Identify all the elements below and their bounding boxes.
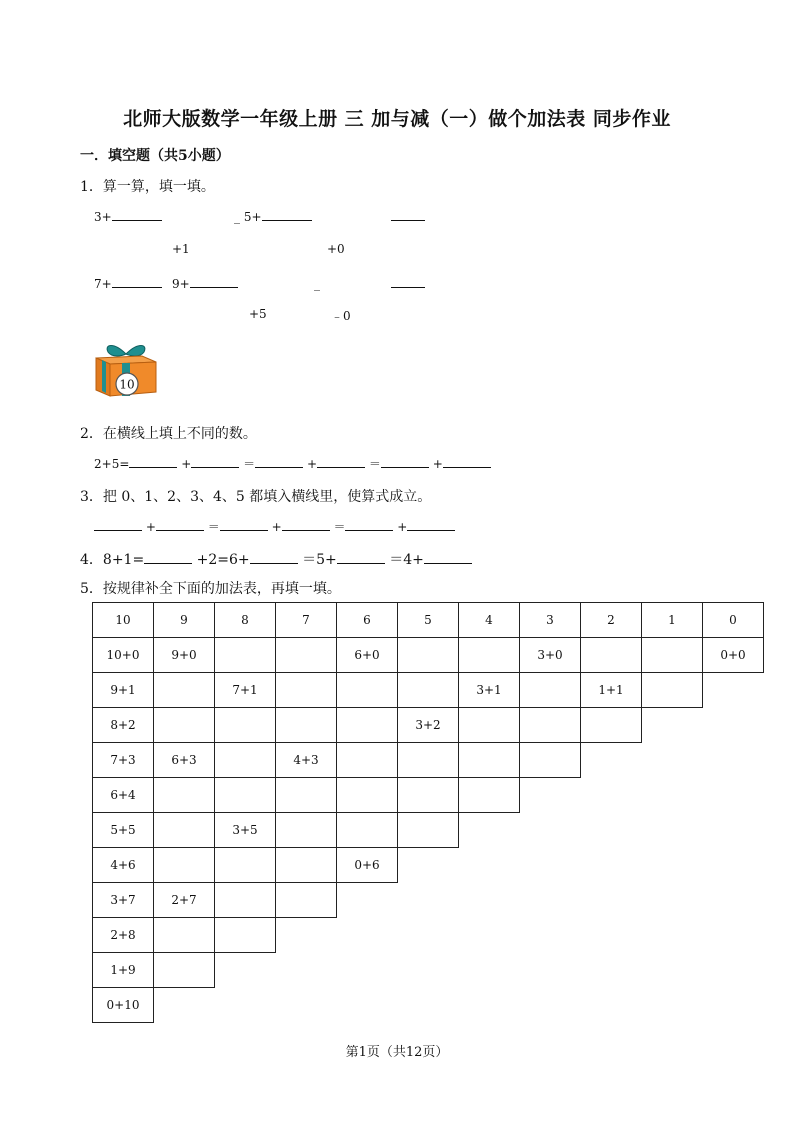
table-cell: 9+1: [93, 673, 154, 708]
table-row: [93, 778, 764, 813]
table-empty-space: [398, 988, 459, 1023]
q2-blank[interactable]: [381, 466, 429, 468]
q1-text-underscore: _: [234, 210, 240, 224]
q1-op-plus1: +1: [172, 242, 190, 256]
table-row: [93, 743, 764, 778]
table-row: [93, 708, 764, 743]
table-cell: 5+5: [93, 813, 154, 848]
table-cell[interactable]: [154, 848, 215, 883]
table-cell[interactable]: [337, 673, 398, 708]
q3-plus: +: [397, 520, 408, 534]
q2-plus: +: [432, 457, 443, 471]
table-empty-space: [459, 848, 520, 883]
q1-row3-expr-b: [172, 277, 238, 291]
table-empty-space: [703, 848, 764, 883]
table-cell: 6+4: [93, 778, 154, 813]
table-cell: 4+3: [276, 743, 337, 778]
table-empty-space: [398, 848, 459, 883]
q4-blank[interactable]: [424, 562, 472, 564]
table-row: [93, 953, 764, 988]
table-row: [93, 638, 764, 673]
q1-blank[interactable]: [391, 286, 425, 288]
table-cell: 10+0: [93, 638, 154, 673]
table-header-cell: 5: [398, 603, 459, 638]
table-header-row: [93, 603, 764, 638]
q1-row3-underscore: _: [314, 277, 320, 291]
table-cell[interactable]: [520, 743, 581, 778]
table-empty-space: [703, 673, 764, 708]
q4-part2: +2=6+: [196, 552, 250, 568]
q3-blank[interactable]: [282, 529, 330, 531]
q1-blank[interactable]: [262, 219, 312, 221]
table-cell[interactable]: [154, 953, 215, 988]
table-empty-space: [581, 953, 642, 988]
table-header-cell: 8: [215, 603, 276, 638]
table-cell[interactable]: [154, 708, 215, 743]
table-cell[interactable]: [215, 918, 276, 953]
table-cell[interactable]: [337, 743, 398, 778]
table-cell[interactable]: [459, 708, 520, 743]
table-cell[interactable]: [398, 673, 459, 708]
q1-blank[interactable]: [112, 219, 162, 221]
table-empty-space: [642, 953, 703, 988]
q4-blank[interactable]: [250, 562, 298, 564]
table-empty-space: [520, 848, 581, 883]
table-empty-space: [581, 848, 642, 883]
table-cell[interactable]: [276, 883, 337, 918]
table-cell[interactable]: [459, 743, 520, 778]
q3-plus: +: [271, 520, 282, 534]
q3-blank[interactable]: [345, 529, 393, 531]
table-empty-space: [642, 883, 703, 918]
q1-row3-expr-c: [391, 277, 425, 291]
table-header-cell: 9: [154, 603, 215, 638]
q1-row1-expr-b: [234, 210, 312, 224]
table-cell: 0+10: [93, 988, 154, 1023]
table-cell[interactable]: [276, 848, 337, 883]
table-cell: 6+3: [154, 743, 215, 778]
table-cell: 4+6: [93, 848, 154, 883]
table-empty-space: [581, 883, 642, 918]
table-cell: 6+0: [337, 638, 398, 673]
question-4: [80, 549, 472, 569]
table-empty-space: [215, 988, 276, 1023]
table-empty-space: [398, 883, 459, 918]
table-cell[interactable]: [337, 813, 398, 848]
addition-table: [92, 602, 764, 1023]
table-empty-space: [276, 918, 337, 953]
table-header-cell: 6: [337, 603, 398, 638]
q3-plus: +: [145, 520, 156, 534]
table-empty-space: [337, 918, 398, 953]
table-cell[interactable]: [581, 708, 642, 743]
q1-op-minus0: ﹣0: [331, 309, 351, 323]
table-cell[interactable]: [154, 918, 215, 953]
q2-blank[interactable]: [443, 466, 491, 468]
table-cell[interactable]: [459, 638, 520, 673]
q1-blank[interactable]: [112, 286, 162, 288]
q1-text-5plus: 5+: [243, 210, 262, 224]
q4-part4: ＝4+: [389, 552, 424, 568]
table-empty-space: [703, 813, 764, 848]
q1-text-7plus: 7+: [94, 277, 112, 291]
table-cell: 2+7: [154, 883, 215, 918]
table-cell[interactable]: [459, 778, 520, 813]
table-empty-space: [276, 988, 337, 1023]
q3-equals: ＝: [207, 520, 220, 534]
page-title: 北师大版数学一年级上册 三 加与减（一）做个加法表 同步作业: [123, 108, 671, 130]
table-cell[interactable]: [398, 778, 459, 813]
table-cell[interactable]: [520, 708, 581, 743]
table-cell: 7+1: [215, 673, 276, 708]
q4-prompt: 4．8+1=: [80, 552, 145, 568]
table-empty-space: [276, 953, 337, 988]
table-row: [93, 813, 764, 848]
table-header-cell: 10: [93, 603, 154, 638]
table-empty-space: [642, 743, 703, 778]
q4-part3: ＝5+: [302, 552, 337, 568]
table-empty-space: [337, 988, 398, 1023]
table-empty-space: [337, 953, 398, 988]
table-cell[interactable]: [215, 883, 276, 918]
gift-box-icon: [92, 340, 160, 400]
table-cell[interactable]: [276, 813, 337, 848]
table-empty-space: [642, 988, 703, 1023]
q3-blank[interactable]: [220, 529, 268, 531]
q2-blank[interactable]: [255, 466, 303, 468]
gift-number: 10: [119, 377, 135, 392]
table-empty-space: [703, 778, 764, 813]
table-empty-space: [581, 778, 642, 813]
table-cell[interactable]: [642, 638, 703, 673]
q2-plus: +: [306, 457, 318, 471]
q1-blank[interactable]: [190, 286, 238, 288]
table-cell[interactable]: [215, 848, 276, 883]
table-row: [93, 883, 764, 918]
table-header-cell: 1: [642, 603, 703, 638]
table-cell[interactable]: [642, 673, 703, 708]
table-cell[interactable]: [398, 813, 459, 848]
table-cell: 3+2: [398, 708, 459, 743]
table-empty-space: [642, 848, 703, 883]
table-cell: 1+9: [93, 953, 154, 988]
question-2-prompt: 2．在横线上填上不同的数。: [80, 426, 257, 442]
question-5-prompt: 5．按规律补全下面的加法表，再填一填。: [80, 581, 341, 597]
table-empty-space: [398, 918, 459, 953]
table-empty-space: [642, 778, 703, 813]
page-footer: 第1页（共12页）: [345, 1045, 449, 1060]
table-empty-space: [642, 813, 703, 848]
table-header-cell: 3: [520, 603, 581, 638]
table-header-cell: 4: [459, 603, 520, 638]
table-cell: 3+1: [459, 673, 520, 708]
table-cell: 0+0: [703, 638, 764, 673]
table-cell[interactable]: [398, 743, 459, 778]
table-empty-space: [459, 953, 520, 988]
table-cell[interactable]: [276, 708, 337, 743]
table-cell[interactable]: [337, 778, 398, 813]
table-header-cell: 7: [276, 603, 337, 638]
table-row: [93, 848, 764, 883]
table-empty-space: [581, 988, 642, 1023]
table-cell[interactable]: [154, 673, 215, 708]
table-empty-space: [459, 988, 520, 1023]
table-empty-space: [459, 813, 520, 848]
table-empty-space: [703, 743, 764, 778]
table-empty-space: [520, 953, 581, 988]
table-row: [93, 673, 764, 708]
table-cell[interactable]: [520, 673, 581, 708]
q1-row3-expr-a: [94, 277, 162, 291]
table-empty-space: [337, 883, 398, 918]
table-cell: 1+1: [581, 673, 642, 708]
table-header-cell: 2: [581, 603, 642, 638]
table-empty-space: [215, 953, 276, 988]
q1-blank[interactable]: [391, 219, 425, 221]
q1-row1-expr-c: [391, 210, 425, 224]
table-cell: 3+0: [520, 638, 581, 673]
table-cell[interactable]: [581, 638, 642, 673]
q1-text-9plus: 9+: [172, 277, 190, 291]
section-heading: 一．填空题（共5小题）: [80, 148, 230, 164]
table-row: [93, 988, 764, 1023]
table-empty-space: [581, 918, 642, 953]
table-cell[interactable]: [276, 638, 337, 673]
table-cell[interactable]: [276, 673, 337, 708]
table-row: [93, 918, 764, 953]
table-cell[interactable]: [337, 708, 398, 743]
question-3-prompt: 3．把 0、1、2、3、4、5 都填入横线里，使算式成立。: [80, 489, 432, 505]
table-empty-space: [398, 953, 459, 988]
q2-equals: ＝: [368, 457, 381, 471]
table-empty-space: [703, 953, 764, 988]
q3-blank[interactable]: [94, 529, 142, 531]
q3-equation: [94, 518, 455, 535]
q1-op-plus5: +5: [249, 307, 267, 321]
table-empty-space: [642, 918, 703, 953]
table-empty-space: [703, 988, 764, 1023]
q2-blank[interactable]: [191, 466, 239, 468]
q1-row1-expr-a: [94, 210, 162, 224]
table-empty-space: [703, 918, 764, 953]
q2-lead: 2+5=: [94, 457, 130, 471]
table-cell: 2+8: [93, 918, 154, 953]
table-empty-space: [520, 918, 581, 953]
table-empty-space: [520, 883, 581, 918]
table-empty-space: [520, 813, 581, 848]
q3-equals: ＝: [333, 520, 346, 534]
table-empty-space: [154, 988, 215, 1023]
question-1-prompt: 1．算一算，填一填。: [80, 179, 215, 195]
q4-blank[interactable]: [337, 562, 385, 564]
q1-op-plus0: +0: [327, 242, 345, 256]
table-cell[interactable]: [215, 708, 276, 743]
table-cell[interactable]: [154, 813, 215, 848]
table-header-cell: 0: [703, 603, 764, 638]
q2-equals: ＝: [243, 457, 256, 471]
table-empty-space: [459, 918, 520, 953]
q2-equation: [94, 455, 491, 472]
q4-blank[interactable]: [144, 562, 192, 564]
q1-text-3plus: 3+: [94, 210, 112, 224]
table-cell[interactable]: [276, 778, 337, 813]
table-cell[interactable]: [154, 778, 215, 813]
q3-blank[interactable]: [156, 529, 204, 531]
table-cell[interactable]: [215, 778, 276, 813]
table-empty-space: [581, 813, 642, 848]
table-empty-space: [520, 988, 581, 1023]
table-cell: 0+6: [337, 848, 398, 883]
table-cell: 9+0: [154, 638, 215, 673]
table-empty-space: [581, 743, 642, 778]
table-empty-space: [642, 708, 703, 743]
table-cell: 8+2: [93, 708, 154, 743]
table-empty-space: [703, 883, 764, 918]
table-empty-space: [703, 708, 764, 743]
table-cell[interactable]: [215, 638, 276, 673]
table-cell: 3+7: [93, 883, 154, 918]
q2-plus: +: [181, 457, 192, 471]
table-cell[interactable]: [215, 743, 276, 778]
table-empty-space: [520, 778, 581, 813]
q2-blank[interactable]: [317, 466, 365, 468]
table-empty-space: [459, 883, 520, 918]
table-cell: 3+5: [215, 813, 276, 848]
table-cell[interactable]: [398, 638, 459, 673]
q3-blank[interactable]: [407, 529, 455, 531]
q2-blank[interactable]: [129, 466, 177, 468]
table-cell: 7+3: [93, 743, 154, 778]
